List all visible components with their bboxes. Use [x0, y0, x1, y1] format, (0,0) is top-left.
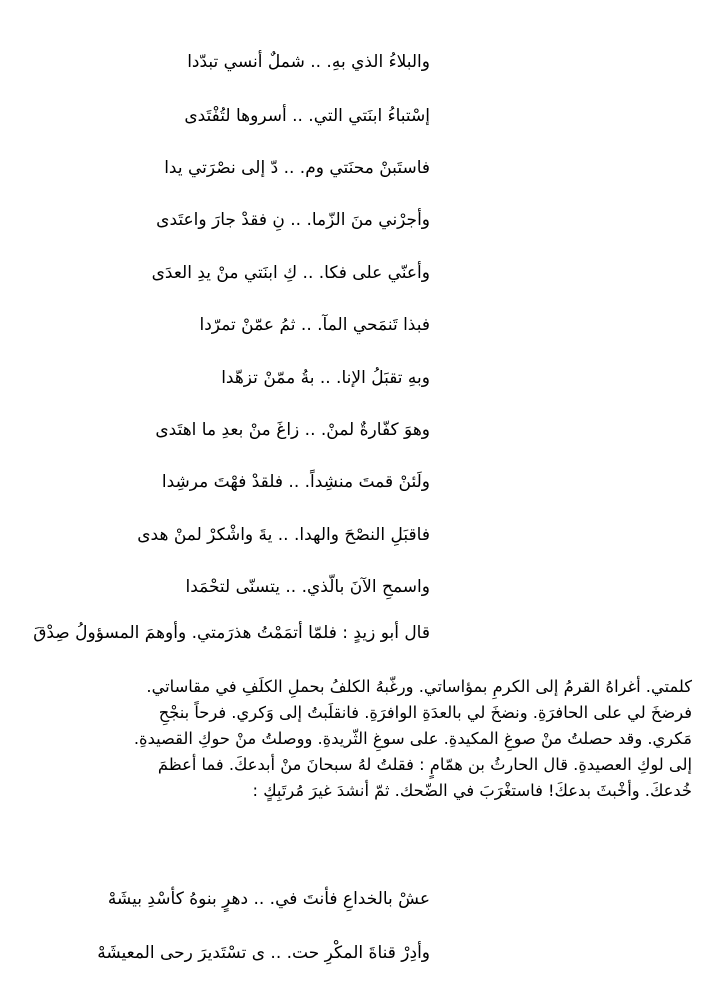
verse-line: عشْ بالخداعِ فأنتَ في. .. دهرٍ بنوهُ كأسْدِ بيشَهْ — [107, 889, 430, 909]
verse-line: إسْتباءُ ابنَتي التي. .. أسروها لتُفْتَدى — [184, 106, 430, 126]
verse-line: ولَئنْ قمتَ منشِداً. .. فلقدْ فهْتَ مرشِدا — [161, 472, 430, 492]
prose-line: فرضخَ لي على الحافرَةِ. ونضخَ لي بالعدَةِ الوافرَةِ. فانقلَبتُ إلى وَكري. فرحاً بنجْحِ — [158, 703, 692, 722]
verse-line: وأجرْني منَ الزّما. .. نِ فقدْ جارَ واعتَدى — [156, 210, 430, 230]
prose-paragraph — [20, 674, 692, 804]
prose-intro: قال أبو زيدٍ : فلمّا أتمَمْتُ هذرَمتي. وأوهمَ المسؤولُ صِدْقَ — [33, 623, 430, 643]
verse-line: واسمحِ الآنَ بالّذي. .. يتسنّى لتحْمَدا — [185, 577, 430, 597]
prose-line: إلى لوكِ العصيدةِ. قال الحارثُ بن همّامٍ : فقلتُ لهُ سبحانَ منْ أبدعكَ. فما أعظمَ — [157, 755, 692, 774]
prose-line: كلمتي. أغراهُ القرمُ إلى الكرمِ بمؤاساتي. ورغّبهُ الكلفُ بحملِ الكلَفِ في مقاساتي. — [146, 677, 692, 696]
verse-line: فاستَبنْ محنَتي وم. .. دّ إلى نصْرَتي يدا — [164, 158, 430, 178]
verse-line: وهوَ كفّارةٌ لمنْ. .. زاغَ منْ بعدِ ما اهتَدى — [155, 420, 430, 440]
verse-line: وأدِرْ قناةَ المكْرِ حت. .. ى تسْتَديرَ رحى المعيشَهْ — [97, 943, 430, 963]
prose-line: مَكري. وقد حصلتُ منْ صوغِ المكيدةِ. على سوغِ الثّريدةِ. ووصلتُ منْ حوكِ القصيدةِ. — [133, 729, 692, 748]
verse-line: فاقبَلِ النصْحَ والهدا. .. يةَ واشْكرْ لمنْ هدى — [137, 525, 430, 545]
verse-line: فبذا تَنمَحي المآ. .. ثمُ عمّنْ تمرّدا — [199, 315, 430, 335]
prose-line: خُدعكَ. وأخْبثَ بدعكَ! فاستغْرَبَ في الضّحك. ثمّ أنشدَ غيرَ مُرتَبِكٍ : — [252, 781, 692, 800]
verse-line: والبلاءُ الذي بهِ. .. شملٌ أنسي تبدّدا — [187, 52, 430, 72]
verse-line: وبهِ تقبَلُ الإنا. .. بةُ ممّنْ تزهّدا — [221, 368, 430, 388]
verse-line: وأعنّي على فكا. .. كِ ابنَتي منْ يدِ العدَى — [151, 263, 430, 283]
